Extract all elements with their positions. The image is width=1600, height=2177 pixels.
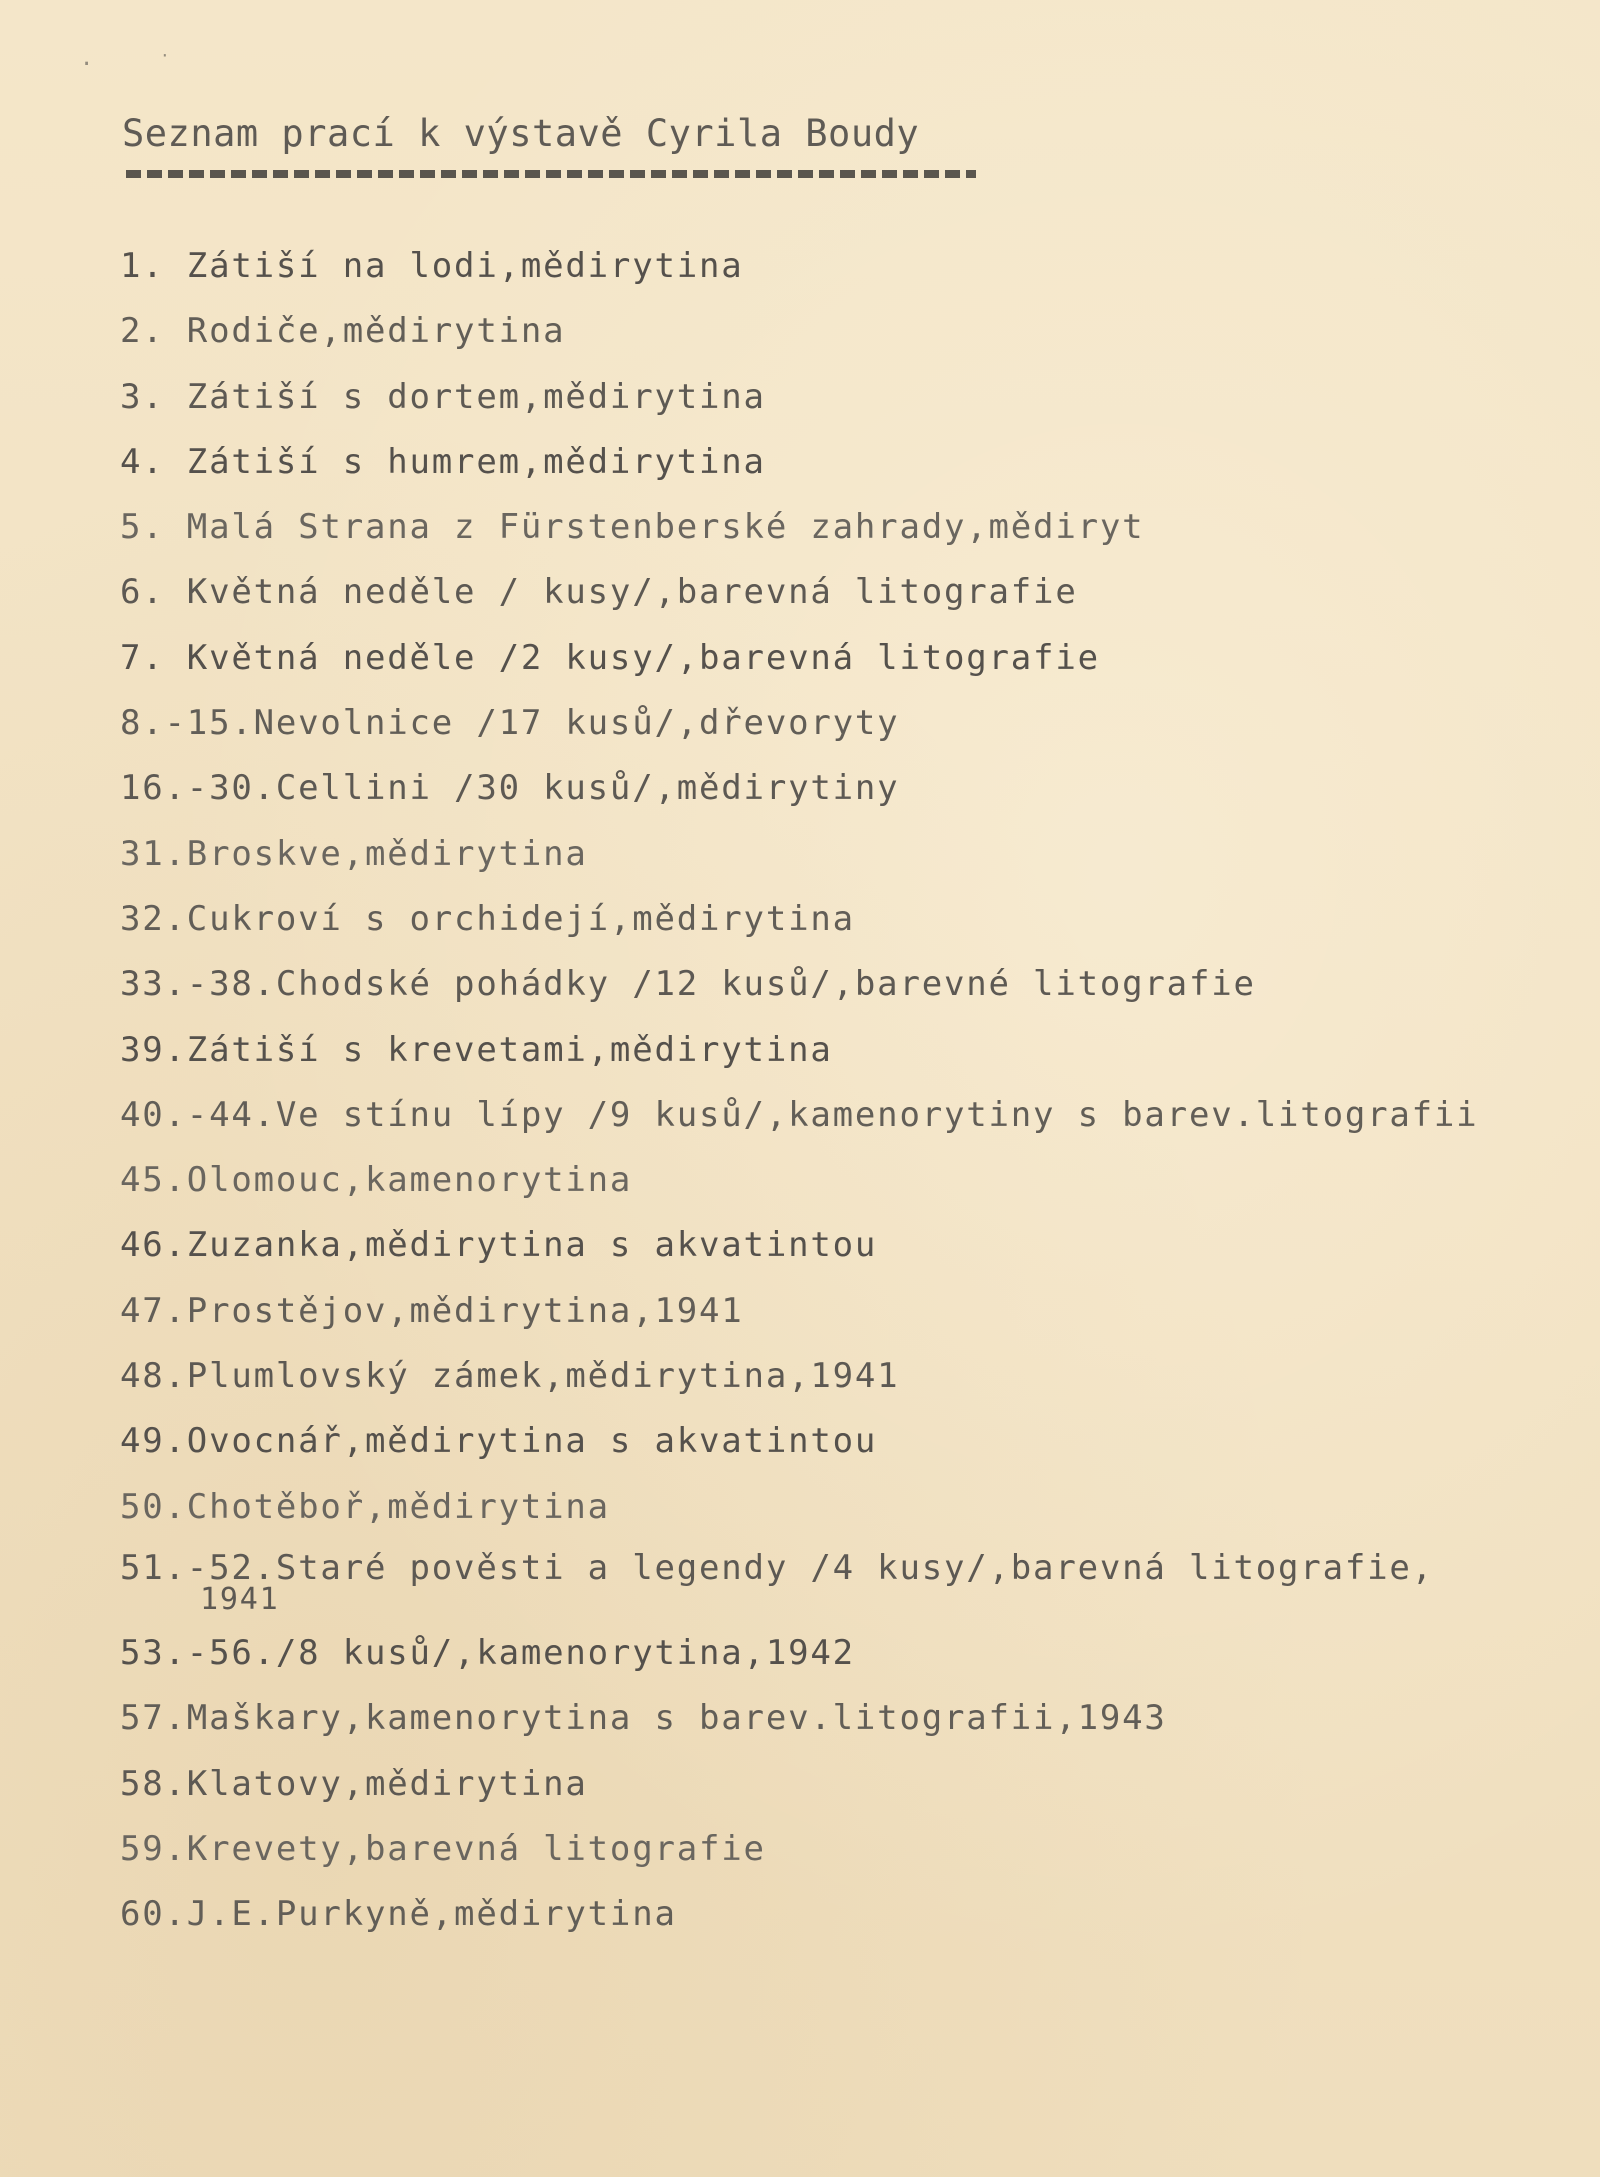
list-item: 59.Krevety,barevná litografie bbox=[120, 1828, 766, 1869]
list-item: 57.Maškary,kamenorytina s barev.litografii,1943 bbox=[120, 1698, 1167, 1739]
list-item: 39.Zátiší s krevetami,mědirytina bbox=[120, 1029, 833, 1070]
list-item: 33.-38.Chodské pohádky /12 kusů/,barevné litografie bbox=[120, 964, 1256, 1005]
list-item-continuation: 1941 bbox=[200, 1581, 280, 1617]
list-item bbox=[120, 1547, 1590, 1633]
works-list bbox=[120, 246, 1590, 1959]
list-item: 2. Rodiče,mědirytina bbox=[120, 311, 566, 352]
list-item: 48.Plumlovský zámek,mědirytina,1941 bbox=[120, 1356, 900, 1397]
list-item: 16.-30.Cellini /30 kusů/,mědirytiny bbox=[120, 768, 900, 809]
list-item: 49.Ovocnář,mědirytina s akvatintou bbox=[120, 1421, 878, 1462]
list-item: 58.Klatovy,mědirytina bbox=[120, 1763, 588, 1804]
list-item: 47.Prostějov,mědirytina,1941 bbox=[120, 1290, 744, 1331]
list-item-text: 51.-52.Staré pověsti a legendy /4 kusy/,barevná litografie, bbox=[120, 1547, 1434, 1588]
list-item: 7. Květná neděle /2 kusy/,barevná litografie bbox=[120, 637, 1100, 678]
list-item: 3. Zátiší s dortem,mědirytina bbox=[120, 376, 766, 417]
title-underline bbox=[126, 170, 976, 178]
ink-speck: · bbox=[160, 46, 170, 65]
list-item: 45.Olomouc,kamenorytina bbox=[120, 1160, 633, 1201]
list-item: 40.-44.Ve stínu lípy /9 kusů/,kamenorytiny s barev.litografii bbox=[120, 1094, 1479, 1135]
list-item: 8.-15.Nevolnice /17 kusů/,dřevoryty bbox=[120, 703, 900, 744]
list-item: 46.Zuzanka,mědirytina s akvatintou bbox=[120, 1225, 878, 1266]
document-title: Seznam prací k výstavě Cyrila Boudy bbox=[122, 112, 920, 155]
list-item: 60.J.E.Purkyně,mědirytina bbox=[120, 1894, 677, 1935]
list-item: 53.-56./8 kusů/,kamenorytina,1942 bbox=[120, 1632, 855, 1673]
list-item: 6. Květná neděle / kusy/,barevná litografie bbox=[120, 572, 1078, 613]
ink-speck: · bbox=[80, 52, 94, 77]
list-item: 32.Cukroví s orchidejí,mědirytina bbox=[120, 898, 855, 939]
list-item: 5. Malá Strana z Fürstenberské zahrady,mědiryt bbox=[120, 507, 1145, 548]
list-item: 50.Chotěboř,mědirytina bbox=[120, 1486, 610, 1527]
list-item: 1. Zátiší na lodi,mědirytina bbox=[120, 246, 744, 286]
list-item: 31.Broskve,mědirytina bbox=[120, 833, 588, 874]
list-item: 4. Zátiší s humrem,mědirytina bbox=[120, 441, 766, 482]
